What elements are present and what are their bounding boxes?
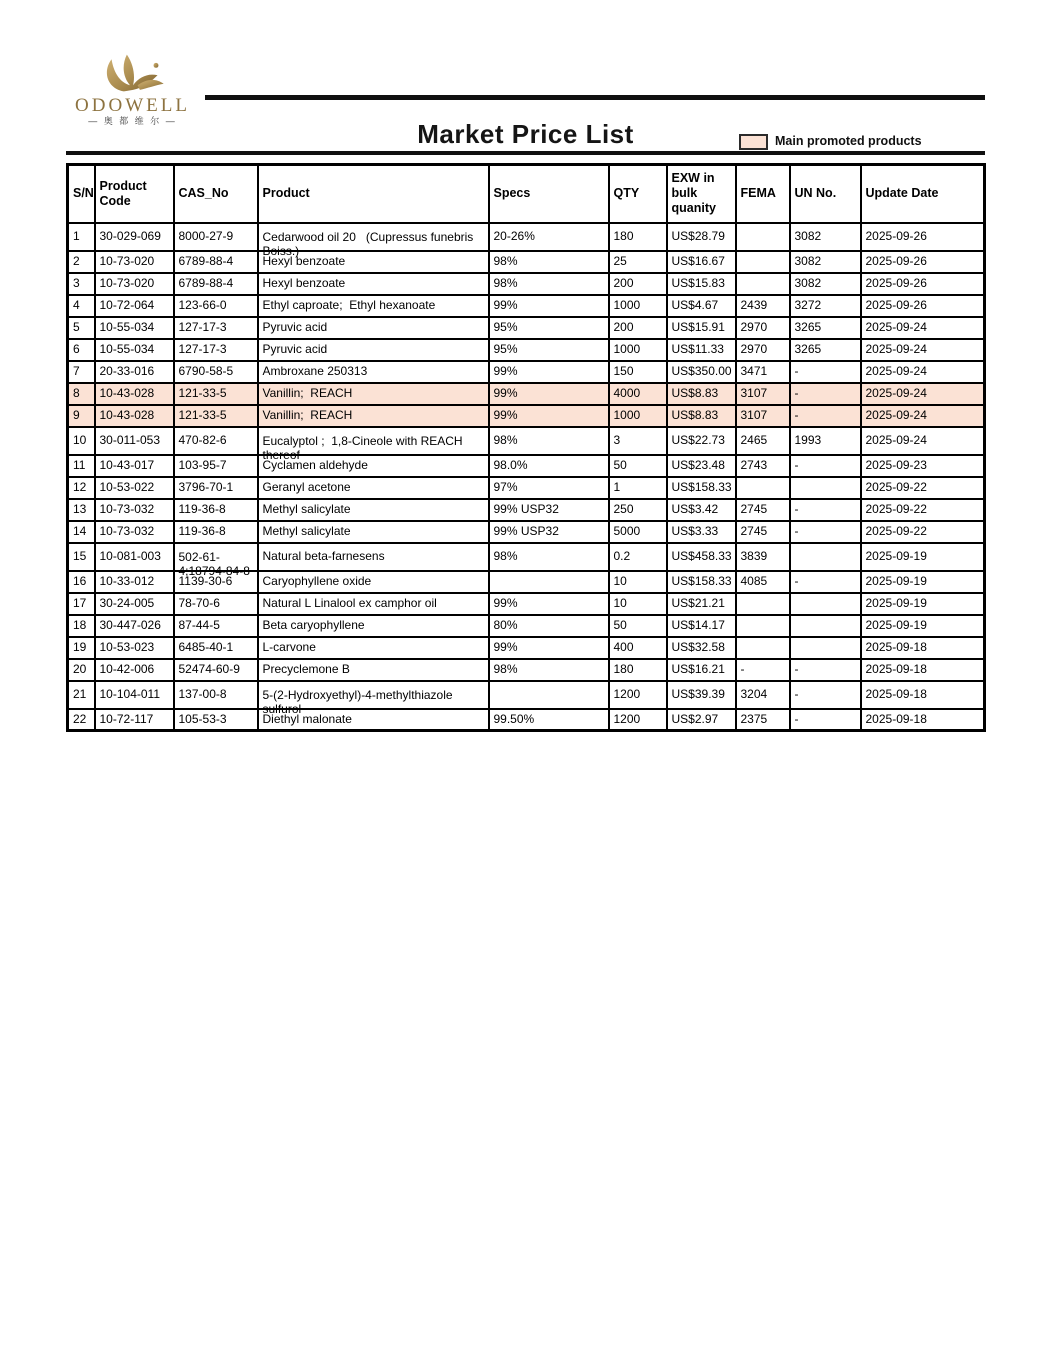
- cell-un-no: -: [790, 659, 861, 681]
- cell-specs: 98%: [489, 273, 609, 295]
- cell-exw-price: US$15.91: [667, 317, 736, 339]
- cell-product-name: Pyruvic acid: [258, 339, 489, 361]
- cell-specs: 95%: [489, 317, 609, 339]
- cell-exw-price: US$32.58: [667, 637, 736, 659]
- cell-product-name: Vanillin; REACH: [258, 383, 489, 405]
- col-header-specs: Specs: [489, 165, 609, 223]
- cell-sn: 14: [68, 521, 95, 543]
- cell-qty: 0.2: [609, 543, 667, 571]
- cell-fema: 3204: [736, 681, 790, 709]
- cell-un-no: [790, 477, 861, 499]
- cell-qty: 1000: [609, 339, 667, 361]
- cell-specs: 98%: [489, 251, 609, 273]
- cell-update-date: 2025-09-18: [861, 637, 985, 659]
- table-row: [68, 637, 985, 659]
- cell-exw-price: US$3.33: [667, 521, 736, 543]
- cell-sn: 12: [68, 477, 95, 499]
- cell-product-name: Natural beta-farnesens: [258, 543, 489, 571]
- cell-exw-price: US$14.17: [667, 615, 736, 637]
- cell-fema: 2970: [736, 317, 790, 339]
- page-title: Market Price List: [417, 119, 634, 149]
- table-row: [68, 681, 985, 709]
- table-row: [68, 571, 985, 593]
- cell-specs: 99%: [489, 405, 609, 427]
- top-divider-line: [205, 95, 985, 100]
- cell-product-name: Vanillin; REACH: [258, 405, 489, 427]
- butterfly-logo-icon: [60, 50, 205, 96]
- col-header-date: Update Date: [861, 165, 985, 223]
- cell-un-no: -: [790, 383, 861, 405]
- col-header-exw: EXW in bulk quanity: [667, 165, 736, 223]
- cell-exw-price: US$22.73: [667, 427, 736, 455]
- cell-fema: 2465: [736, 427, 790, 455]
- cell-qty: 5000: [609, 521, 667, 543]
- cell-specs: 99% USP32: [489, 521, 609, 543]
- cell-exw-price: US$2.97: [667, 709, 736, 731]
- cell-fema: 3839: [736, 543, 790, 571]
- cell-qty: 10: [609, 593, 667, 615]
- cell-sn: 21: [68, 681, 95, 709]
- cell-exw-price: US$8.83: [667, 405, 736, 427]
- cell-qty: 200: [609, 317, 667, 339]
- cell-fema: [736, 593, 790, 615]
- table-row: [68, 223, 985, 251]
- cell-update-date: 2025-09-26: [861, 223, 985, 251]
- cell-product-code: 10-72-117: [95, 709, 174, 731]
- cell-cas-no: 121-33-5: [174, 405, 258, 427]
- cell-product-code: 10-73-020: [95, 273, 174, 295]
- cell-product-name: Cedarwood oil 20 (Cupressus funebris Boiss.): [258, 223, 489, 251]
- cell-fema: 2743: [736, 455, 790, 477]
- cell-product-name: Methyl salicylate: [258, 499, 489, 521]
- cell-product-code: 10-72-064: [95, 295, 174, 317]
- cell-sn: 18: [68, 615, 95, 637]
- cell-product-name: Eucalyptol ; 1,8-Cineole with REACH thereof: [258, 427, 489, 455]
- cell-product-code: 10-081-003: [95, 543, 174, 571]
- table-row: [68, 405, 985, 427]
- table-row: [68, 295, 985, 317]
- cell-cas-no: 137-00-8: [174, 681, 258, 709]
- table-row: [68, 339, 985, 361]
- cell-specs: 98.0%: [489, 455, 609, 477]
- cell-fema: [736, 477, 790, 499]
- cell-cas-no: 127-17-3: [174, 317, 258, 339]
- cell-product-name: Hexyl benzoate: [258, 273, 489, 295]
- table-row: [68, 361, 985, 383]
- cell-sn: 1: [68, 223, 95, 251]
- cell-specs: 99%: [489, 295, 609, 317]
- cell-qty: 1200: [609, 681, 667, 709]
- cell-update-date: 2025-09-18: [861, 681, 985, 709]
- cell-specs: 97%: [489, 477, 609, 499]
- cell-fema: 2375: [736, 709, 790, 731]
- cell-specs: 98%: [489, 543, 609, 571]
- cell-update-date: 2025-09-19: [861, 543, 985, 571]
- cell-un-no: -: [790, 571, 861, 593]
- cell-exw-price: US$15.83: [667, 273, 736, 295]
- cell-qty: 150: [609, 361, 667, 383]
- col-header-product: Product: [258, 165, 489, 223]
- table-row: [68, 455, 985, 477]
- cell-cas-no: 87-44-5: [174, 615, 258, 637]
- cell-cas-no: 6485-40-1: [174, 637, 258, 659]
- cell-specs: 99.50%: [489, 709, 609, 731]
- cell-cas-no: 127-17-3: [174, 339, 258, 361]
- cell-sn: 5: [68, 317, 95, 339]
- cell-update-date: 2025-09-22: [861, 499, 985, 521]
- cell-fema: 2745: [736, 521, 790, 543]
- logo-chinese-subtitle: — 奥 都 维 尔 —: [88, 116, 177, 126]
- cell-update-date: 2025-09-22: [861, 521, 985, 543]
- cell-exw-price: US$4.67: [667, 295, 736, 317]
- cell-exw-price: US$16.67: [667, 251, 736, 273]
- table-row: [68, 659, 985, 681]
- col-header-code: Product Code: [95, 165, 174, 223]
- market-price-table: [66, 163, 986, 732]
- cell-exw-price: US$28.79: [667, 223, 736, 251]
- cell-specs: 99%: [489, 637, 609, 659]
- cell-exw-price: US$158.33: [667, 477, 736, 499]
- cell-product-name: L-carvone: [258, 637, 489, 659]
- cell-sn: 22: [68, 709, 95, 731]
- table-row: [68, 543, 985, 571]
- cell-product-code: 10-73-032: [95, 499, 174, 521]
- cell-product-code: 30-24-005: [95, 593, 174, 615]
- cell-product-code: 10-53-023: [95, 637, 174, 659]
- cell-cas-no: 78-70-6: [174, 593, 258, 615]
- cell-product-name: Caryophyllene oxide: [258, 571, 489, 593]
- cell-fema: 4085: [736, 571, 790, 593]
- logo-wordmark: ODOWELL: [75, 95, 190, 116]
- cell-fema: 2745: [736, 499, 790, 521]
- table-row: [68, 251, 985, 273]
- cell-cas-no: 502-61- 4;18794-84-8: [174, 543, 258, 571]
- cell-un-no: [790, 615, 861, 637]
- cell-update-date: 2025-09-24: [861, 361, 985, 383]
- cell-sn: 11: [68, 455, 95, 477]
- cell-exw-price: US$158.33: [667, 571, 736, 593]
- cell-specs: [489, 681, 609, 709]
- cell-un-no: -: [790, 521, 861, 543]
- cell-cas-no: 52474-60-9: [174, 659, 258, 681]
- cell-update-date: 2025-09-26: [861, 273, 985, 295]
- cell-un-no: -: [790, 361, 861, 383]
- cell-product-code: 10-33-012: [95, 571, 174, 593]
- cell-qty: 400: [609, 637, 667, 659]
- cell-specs: 99%: [489, 361, 609, 383]
- cell-fema: -: [736, 659, 790, 681]
- cell-exw-price: US$458.33: [667, 543, 736, 571]
- cell-un-no: -: [790, 455, 861, 477]
- cell-qty: 200: [609, 273, 667, 295]
- cell-fema: [736, 223, 790, 251]
- cell-un-no: [790, 637, 861, 659]
- cell-update-date: 2025-09-24: [861, 317, 985, 339]
- cell-exw-price: US$8.83: [667, 383, 736, 405]
- col-header-sn: S/N: [68, 165, 95, 223]
- cell-un-no: -: [790, 405, 861, 427]
- cell-cas-no: 8000-27-9: [174, 223, 258, 251]
- cell-product-name: 5-(2-Hydroxyethyl)-4-methylthiazole sulfurol: [258, 681, 489, 709]
- cell-product-name: Precyclemone B: [258, 659, 489, 681]
- table-row: [68, 499, 985, 521]
- cell-update-date: 2025-09-24: [861, 427, 985, 455]
- cell-exw-price: US$350.00: [667, 361, 736, 383]
- cell-product-code: 10-73-020: [95, 251, 174, 273]
- cell-specs: 20-26%: [489, 223, 609, 251]
- cell-product-code: 10-104-011: [95, 681, 174, 709]
- cell-un-no: [790, 543, 861, 571]
- cell-product-name: Natural L Linalool ex camphor oil: [258, 593, 489, 615]
- cell-specs: 99%: [489, 593, 609, 615]
- cell-sn: 2: [68, 251, 95, 273]
- cell-sn: 10: [68, 427, 95, 455]
- cell-fema: [736, 615, 790, 637]
- cell-qty: 1200: [609, 709, 667, 731]
- cell-un-no: 3265: [790, 317, 861, 339]
- cell-qty: 25: [609, 251, 667, 273]
- cell-product-name: Hexyl benzoate: [258, 251, 489, 273]
- cell-qty: 50: [609, 615, 667, 637]
- cell-fema: 3471: [736, 361, 790, 383]
- table-row: [68, 317, 985, 339]
- cell-product-name: Beta caryophyllene: [258, 615, 489, 637]
- cell-specs: 99% USP32: [489, 499, 609, 521]
- cell-product-code: 10-73-032: [95, 521, 174, 543]
- cell-cas-no: 1139-30-6: [174, 571, 258, 593]
- cell-update-date: 2025-09-24: [861, 405, 985, 427]
- cell-sn: 15: [68, 543, 95, 571]
- cell-product-code: 10-55-034: [95, 339, 174, 361]
- col-header-cas: CAS_No: [174, 165, 258, 223]
- cell-qty: 3: [609, 427, 667, 455]
- cell-specs: 95%: [489, 339, 609, 361]
- cell-product-name: Pyruvic acid: [258, 317, 489, 339]
- cell-product-name: Ambroxane 250313: [258, 361, 489, 383]
- cell-product-name: Methyl salicylate: [258, 521, 489, 543]
- cell-product-name: Geranyl acetone: [258, 477, 489, 499]
- cell-specs: 98%: [489, 659, 609, 681]
- cell-fema: [736, 637, 790, 659]
- cell-un-no: [790, 593, 861, 615]
- cell-cas-no: 6790-58-5: [174, 361, 258, 383]
- table-row: [68, 427, 985, 455]
- cell-exw-price: US$11.33: [667, 339, 736, 361]
- cell-un-no: 3082: [790, 223, 861, 251]
- col-header-fema: FEMA: [736, 165, 790, 223]
- col-header-qty: QTY: [609, 165, 667, 223]
- cell-sn: 3: [68, 273, 95, 295]
- table-row: [68, 383, 985, 405]
- cell-product-code: 10-43-028: [95, 405, 174, 427]
- cell-exw-price: US$3.42: [667, 499, 736, 521]
- promoted-legend-label: Main promoted products: [775, 134, 922, 148]
- cell-product-code: 10-43-028: [95, 383, 174, 405]
- cell-product-code: 10-42-006: [95, 659, 174, 681]
- cell-exw-price: US$23.48: [667, 455, 736, 477]
- cell-update-date: 2025-09-18: [861, 659, 985, 681]
- cell-qty: 4000: [609, 383, 667, 405]
- cell-sn: 19: [68, 637, 95, 659]
- cell-fema: 3107: [736, 405, 790, 427]
- col-header-un: UN No.: [790, 165, 861, 223]
- cell-product-name: Ethyl caproate; Ethyl hexanoate: [258, 295, 489, 317]
- cell-product-code: 10-55-034: [95, 317, 174, 339]
- cell-specs: [489, 571, 609, 593]
- table-row: [68, 709, 985, 731]
- cell-sn: 16: [68, 571, 95, 593]
- cell-un-no: 3272: [790, 295, 861, 317]
- cell-cas-no: 6789-88-4: [174, 251, 258, 273]
- cell-exw-price: US$16.21: [667, 659, 736, 681]
- cell-sn: 13: [68, 499, 95, 521]
- cell-cas-no: 470-82-6: [174, 427, 258, 455]
- cell-un-no: 1993: [790, 427, 861, 455]
- cell-update-date: 2025-09-24: [861, 339, 985, 361]
- cell-fema: [736, 251, 790, 273]
- promoted-color-swatch: [739, 134, 768, 150]
- cell-product-code: 30-011-053: [95, 427, 174, 455]
- cell-product-name: Cyclamen aldehyde: [258, 455, 489, 477]
- cell-exw-price: US$21.21: [667, 593, 736, 615]
- cell-sn: 4: [68, 295, 95, 317]
- cell-fema: 2439: [736, 295, 790, 317]
- cell-un-no: -: [790, 499, 861, 521]
- cell-sn: 6: [68, 339, 95, 361]
- cell-product-code: 10-43-017: [95, 455, 174, 477]
- cell-update-date: 2025-09-18: [861, 709, 985, 731]
- cell-un-no: -: [790, 709, 861, 731]
- cell-sn: 7: [68, 361, 95, 383]
- cell-cas-no: 103-95-7: [174, 455, 258, 477]
- cell-product-code: 30-447-026: [95, 615, 174, 637]
- cell-qty: 180: [609, 223, 667, 251]
- cell-cas-no: 123-66-0: [174, 295, 258, 317]
- cell-un-no: 3082: [790, 251, 861, 273]
- cell-product-code: 30-029-069: [95, 223, 174, 251]
- table-header-row: [68, 165, 985, 223]
- cell-un-no: -: [790, 681, 861, 709]
- price-table-body: [68, 223, 985, 731]
- cell-specs: 80%: [489, 615, 609, 637]
- cell-qty: 1000: [609, 295, 667, 317]
- cell-qty: 1: [609, 477, 667, 499]
- cell-update-date: 2025-09-24: [861, 383, 985, 405]
- table-row: [68, 521, 985, 543]
- cell-product-code: 10-53-022: [95, 477, 174, 499]
- cell-fema: 3107: [736, 383, 790, 405]
- cell-sn: 20: [68, 659, 95, 681]
- cell-fema: [736, 273, 790, 295]
- cell-qty: 10: [609, 571, 667, 593]
- cell-cas-no: 6789-88-4: [174, 273, 258, 295]
- cell-cas-no: 3796-70-1: [174, 477, 258, 499]
- cell-qty: 50: [609, 455, 667, 477]
- table-row: [68, 477, 985, 499]
- cell-update-date: 2025-09-26: [861, 251, 985, 273]
- cell-specs: 98%: [489, 427, 609, 455]
- cell-cas-no: 119-36-8: [174, 521, 258, 543]
- cell-qty: 1000: [609, 405, 667, 427]
- cell-cas-no: 105-53-3: [174, 709, 258, 731]
- cell-update-date: 2025-09-26: [861, 295, 985, 317]
- table-row: [68, 273, 985, 295]
- cell-sn: 8: [68, 383, 95, 405]
- cell-update-date: 2025-09-23: [861, 455, 985, 477]
- cell-update-date: 2025-09-22: [861, 477, 985, 499]
- price-table: [66, 163, 986, 732]
- cell-cas-no: 121-33-5: [174, 383, 258, 405]
- cell-sn: 9: [68, 405, 95, 427]
- cell-cas-no: 119-36-8: [174, 499, 258, 521]
- cell-update-date: 2025-09-19: [861, 593, 985, 615]
- cell-qty: 180: [609, 659, 667, 681]
- cell-sn: 17: [68, 593, 95, 615]
- cell-product-code: 20-33-016: [95, 361, 174, 383]
- cell-qty: 250: [609, 499, 667, 521]
- cell-fema: 2970: [736, 339, 790, 361]
- cell-update-date: 2025-09-19: [861, 571, 985, 593]
- cell-exw-price: US$39.39: [667, 681, 736, 709]
- cell-un-no: 3265: [790, 339, 861, 361]
- table-row: [68, 593, 985, 615]
- cell-update-date: 2025-09-19: [861, 615, 985, 637]
- table-row: [68, 615, 985, 637]
- company-logo: [60, 50, 205, 130]
- title-underline: [66, 151, 985, 155]
- cell-product-name: Diethyl malonate: [258, 709, 489, 731]
- cell-specs: 99%: [489, 383, 609, 405]
- cell-un-no: 3082: [790, 273, 861, 295]
